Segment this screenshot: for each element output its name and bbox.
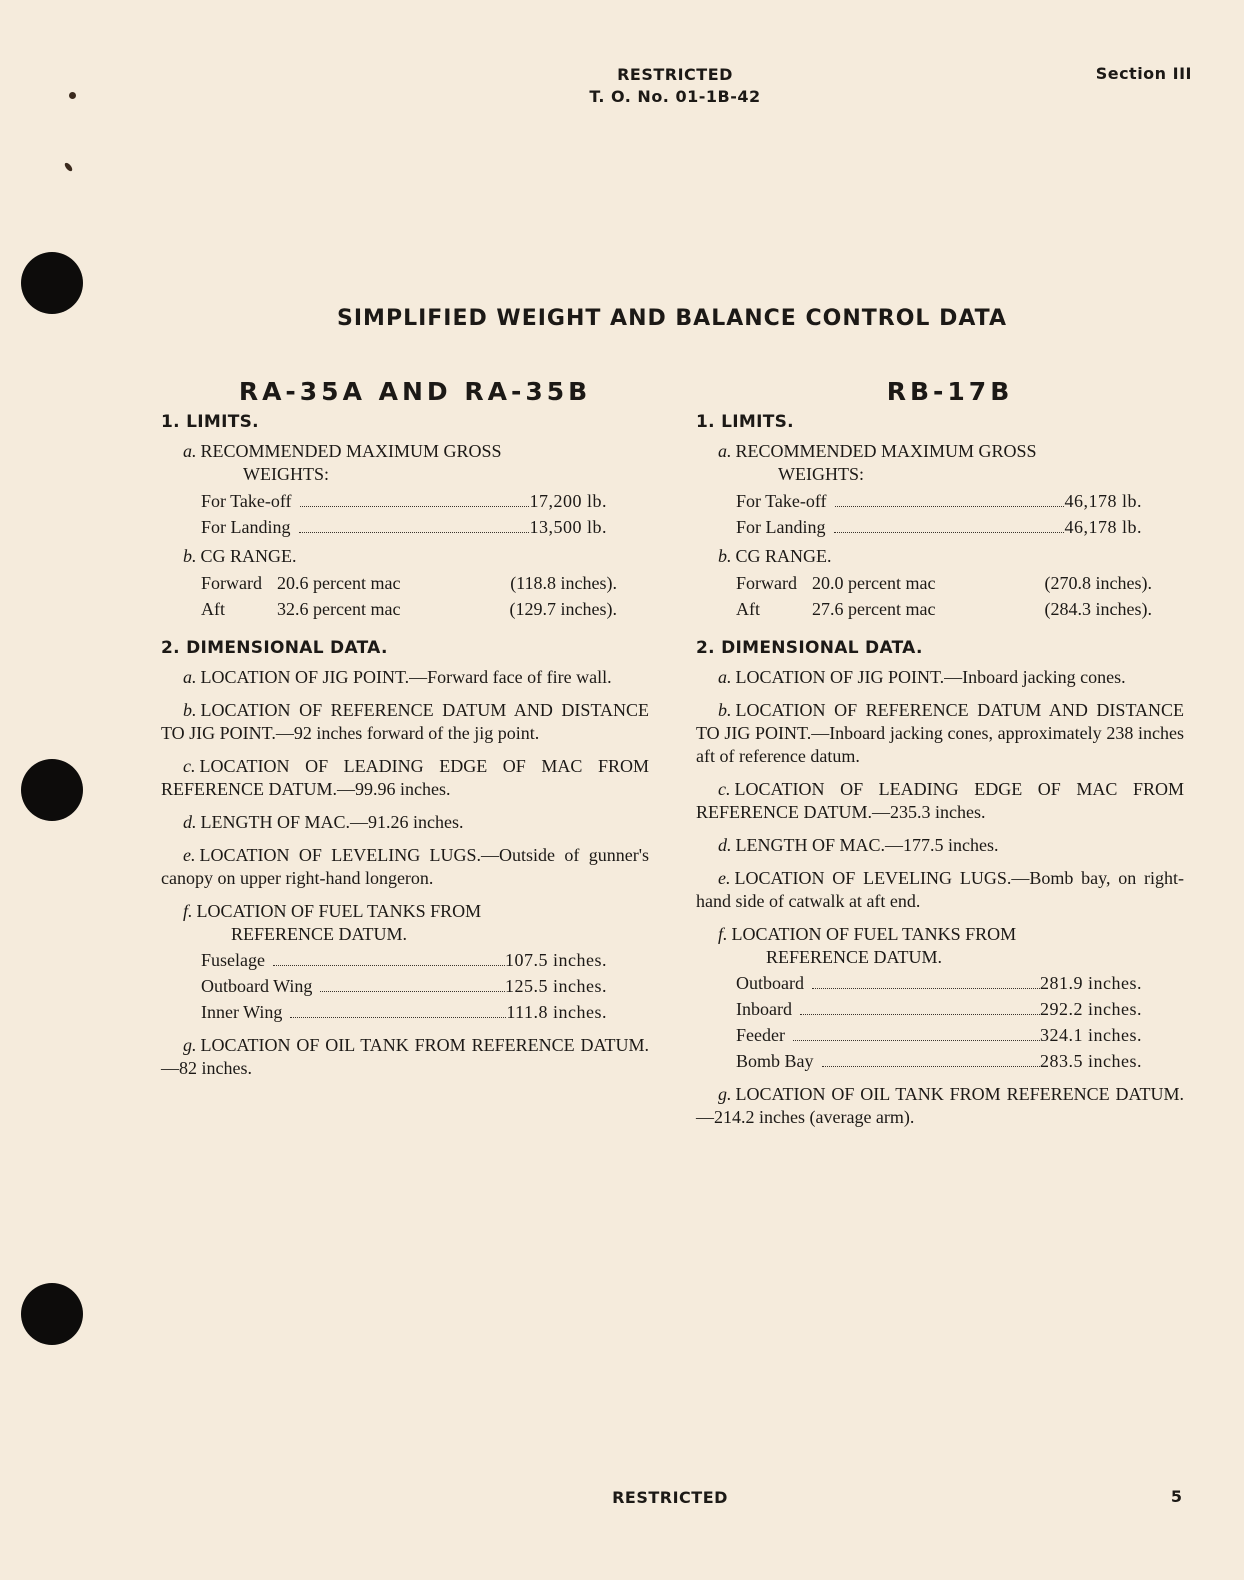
column-rb-17b — [696, 377, 1184, 1139]
cg-range-heading: b. CG RANGE. — [718, 546, 832, 566]
cg-row: Forward 20.0 percent mac (270.8 inches). — [736, 573, 1152, 593]
paper-speck — [69, 92, 76, 99]
page-number: 5 — [1170, 1487, 1182, 1506]
fuel-tanks-heading: f. LOCATION OF FUEL TANKS FROM REFERENCE DATUM. — [718, 924, 1017, 967]
oil-tank: g. LOCATION OF OIL TANK FROM REFERENCE DATUM.—82 inches. — [161, 1035, 649, 1078]
gross-weights-heading: a. RECOMMENDED MAXIMUM GROSS WEIGHTS: — [718, 441, 1037, 484]
cg-row: Aft 27.6 percent mac (284.3 inches). — [736, 599, 1152, 619]
cg-row: Forward 20.6 percent mac (118.8 inches). — [201, 573, 617, 593]
binder-hole-bottom — [21, 1283, 83, 1345]
fuel-tank-row: Outboard Wing 125.5 inches. — [201, 976, 607, 996]
jig-point: a. LOCATION OF JIG POINT.—Inboard jacking cones. — [718, 667, 1126, 687]
page-header — [560, 64, 790, 108]
fuel-tank-row: Outboard 281.9 inches. — [736, 973, 1142, 993]
fuel-tank-row: Inboard 292.2 inches. — [736, 999, 1142, 1019]
fuel-tank-row: Inner Wing 111.8 inches. — [201, 1002, 607, 1022]
binder-hole-top — [21, 252, 83, 314]
reference-datum: b. LOCATION OF REFERENCE DATUM AND DISTANCE TO JIG POINT.—92 inches forward of the jig point. — [161, 700, 649, 743]
cg-range-heading: b. CG RANGE. — [183, 546, 297, 566]
footer-classification: RESTRICTED — [612, 1488, 728, 1507]
fuel-tanks-heading: f. LOCATION OF FUEL TANKS FROM REFERENCE DATUM. — [183, 901, 482, 944]
leveling-lugs: e. LOCATION OF LEVELING LUGS.—Outside of gunner's canopy on upper right-hand longeron. — [161, 845, 649, 888]
limits-heading: 1. LIMITS. — [696, 412, 794, 432]
oil-tank: g. LOCATION OF OIL TANK FROM REFERENCE DATUM.—214.2 inches (average arm). — [696, 1084, 1184, 1127]
weight-row: For Landing 46,178 lb. — [736, 517, 1142, 537]
binder-hole-middle — [21, 759, 83, 821]
fuel-tank-row: Bomb Bay 283.5 inches. — [736, 1051, 1142, 1071]
model-heading: RA-35A AND RA-35B — [238, 377, 592, 406]
cg-row: Aft 32.6 percent mac (129.7 inches). — [201, 599, 617, 619]
fuel-tank-row: Fuselage 107.5 inches. — [201, 950, 607, 970]
leveling-lugs: e. LOCATION OF LEVELING LUGS.—Bomb bay, on right-hand side of catwalk at aft end. — [696, 868, 1184, 911]
dimensional-heading: 2. DIMENSIONAL DATA. — [696, 638, 923, 658]
mac-leading-edge: c. LOCATION OF LEADING EDGE OF MAC FROM REFERENCE DATUM.—235.3 inches. — [696, 779, 1184, 822]
weight-row: For Take-off 46,178 lb. — [736, 491, 1142, 511]
reference-datum: b. LOCATION OF REFERENCE DATUM AND DISTANCE TO JIG POINT.—Inboard jacking cones, approximately 238 inches aft of reference datum. — [696, 700, 1184, 766]
weight-row: For Landing 13,500 lb. — [201, 517, 607, 537]
paper-speck — [63, 162, 73, 173]
page-title: SIMPLIFIED WEIGHT AND BALANCE CONTROL DATA — [337, 306, 1007, 331]
mac-length: d. LENGTH OF MAC.—177.5 inches. — [718, 835, 999, 855]
limits-heading: 1. LIMITS. — [161, 412, 259, 432]
fuel-tank-row: Feeder 324.1 inches. — [736, 1025, 1142, 1045]
column-ra-35 — [161, 377, 649, 1090]
header-classification: RESTRICTED — [617, 65, 733, 84]
mac-length: d. LENGTH OF MAC.—91.26 inches. — [183, 812, 464, 832]
model-heading: RB-17B — [886, 377, 1014, 406]
weight-row: For Take-off 17,200 lb. — [201, 491, 607, 511]
dimensional-heading: 2. DIMENSIONAL DATA. — [161, 638, 388, 658]
gross-weights-heading: a. RECOMMENDED MAXIMUM GROSS WEIGHTS: — [183, 441, 502, 484]
jig-point: a. LOCATION OF JIG POINT.—Forward face of fire wall. — [183, 667, 612, 687]
mac-leading-edge: c. LOCATION OF LEADING EDGE OF MAC FROM REFERENCE DATUM.—99.96 inches. — [161, 756, 649, 799]
section-label: Section III — [1095, 64, 1192, 83]
document-number: T. O. No. 01-1B-42 — [589, 87, 761, 106]
